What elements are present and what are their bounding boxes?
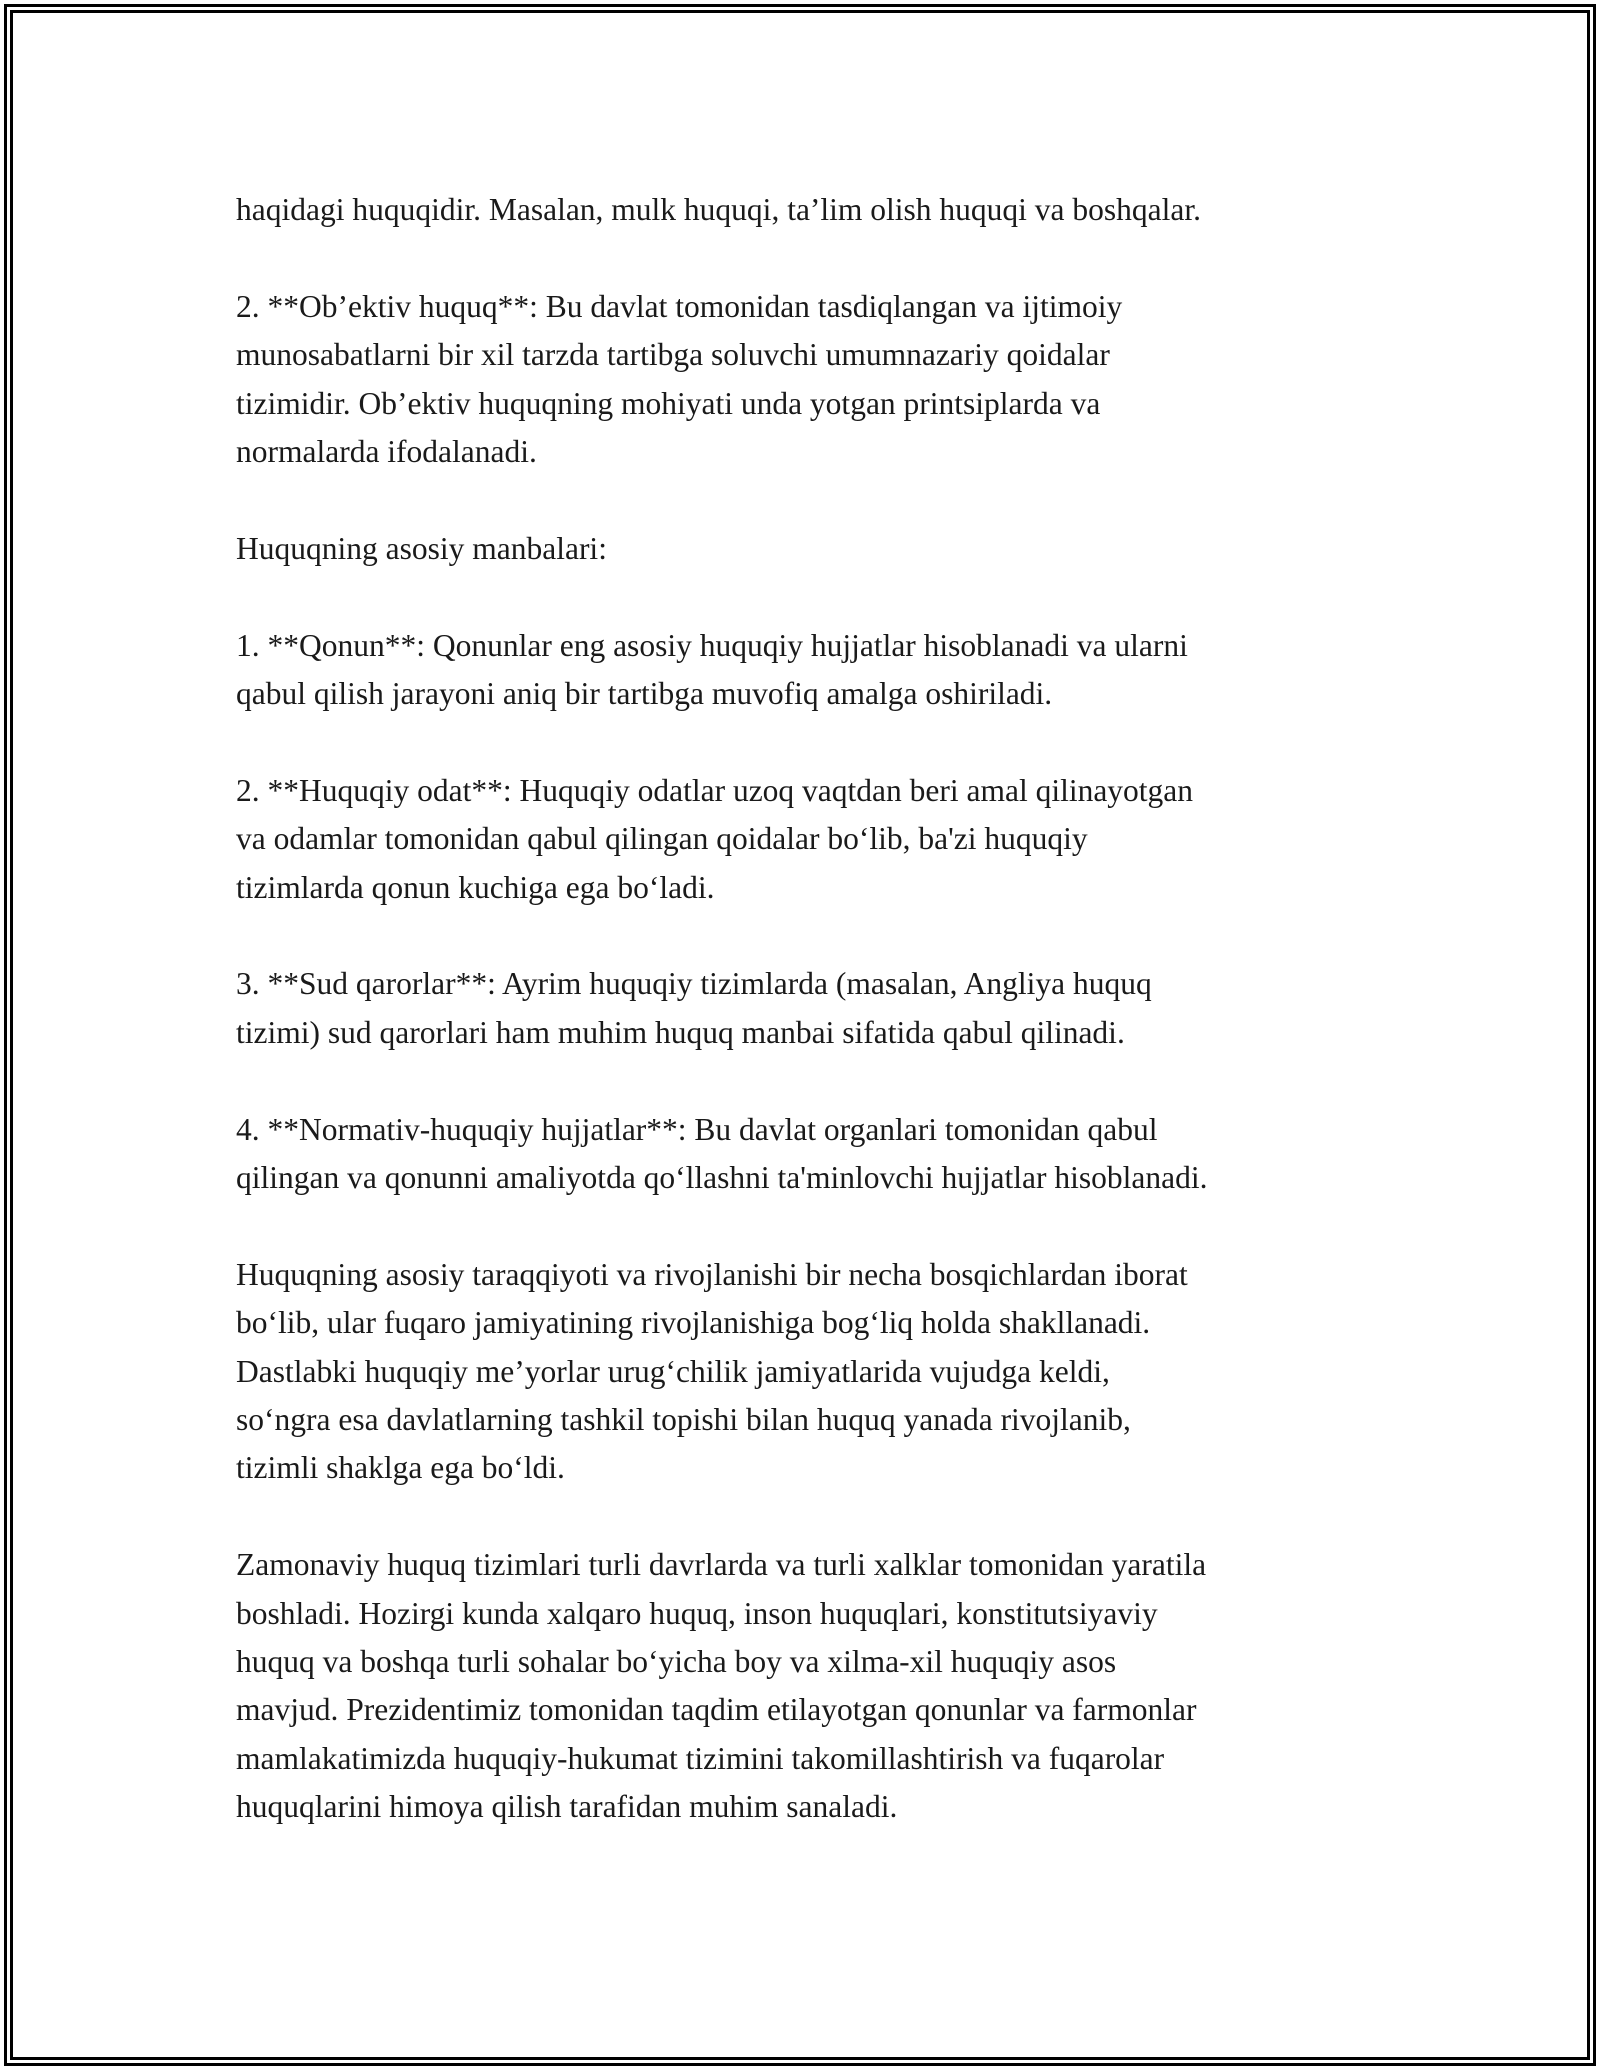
paragraph-development: Huquqning asosiy taraqqiyoti va rivojlanishi bir necha bosqichlardan iborat bo‘lib, ular fuqaro jamiyatining rivojlanishiga bog‘liq holda shakllanadi. Dastlabki huquqiy me’yorlar urug‘chilik jamiyatlarida vujudga keldi, so‘ngra esa davlatlarning tashkil topishi bilan huquq yanada rivojlanib, tizimli shaklga ega bo‘ldi. <box>236 1256 1188 1486</box>
document-body <box>236 186 1386 1832</box>
paragraph-modern-systems: Zamonaviy huquq tizimlari turli davrlarda va turli xalklar tomonidan yaratila boshladi. Hozirgi kunda xalqaro huquq, inson huquqlari, konstitutsiyaviy huquq va boshqa turli sohalar bo‘yicha boy va xilma-xil huquqiy asos mavjud. Prezidentimiz tomonidan taqdim etilayotgan qonunlar va farmonlar mamlakatimizda huquqiy-hukumat tizimini takomillashtirish va fuqarolar huquqlarini himoya qilish tarafidan muhim sanaladi. <box>236 1547 1207 1825</box>
paragraph-objective-law: 2. **Ob’ektiv huquq**: Bu davlat tomonidan tasdiqlangan va ijtimoiy munosabatlarni bir xil tarzda tartibga soluvchi umumnazariy qoidalar tizimidir. Ob’ektiv huquqning mohiyati unda yotgan printsiplarda va normalarda ifodalanadi. <box>236 288 1123 470</box>
heading-main-sources: Huquqning asosiy manbalari: <box>236 530 607 566</box>
paragraph-source-normative-acts: 4. **Normativ-huquqiy hujjatlar**: Bu davlat organlari tomonidan qabul qilingan va qonunni amaliyotda qo‘llashni ta'minlovchi hujjatlar hisoblanadi. <box>236 1111 1208 1196</box>
paragraph-source-court-decisions: 3. **Sud qarorlar**: Ayrim huquqiy tizimlarda (masalan, Angliya huquq tizimi) sud qarorlari ham muhim huquq manbai sifatida qabul qilinadi. <box>236 966 1152 1050</box>
paragraph-source-law: 1. **Qonun**: Qonunlar eng asosiy huquqiy hujjatlar hisoblanadi va ularni qabul qilish jarayoni aniq bir tartibga muvofiq amalga oshiriladi. <box>236 627 1188 712</box>
paragraph-source-custom: 2. **Huquqiy odat**: Huquqiy odatlar uzoq vaqtdan beri amal qilinayotgan va odamlar tomonidan qabul qilingan qoidalar bo‘lib, ba'zi huquqiy tizimlarda qonun kuchiga ega bo‘ladi. <box>236 772 1194 905</box>
paragraph-intro-continuation: haqidagi huquqidir. Masalan, mulk huquqi, ta’lim olish huquqi va boshqalar. <box>236 192 1202 227</box>
